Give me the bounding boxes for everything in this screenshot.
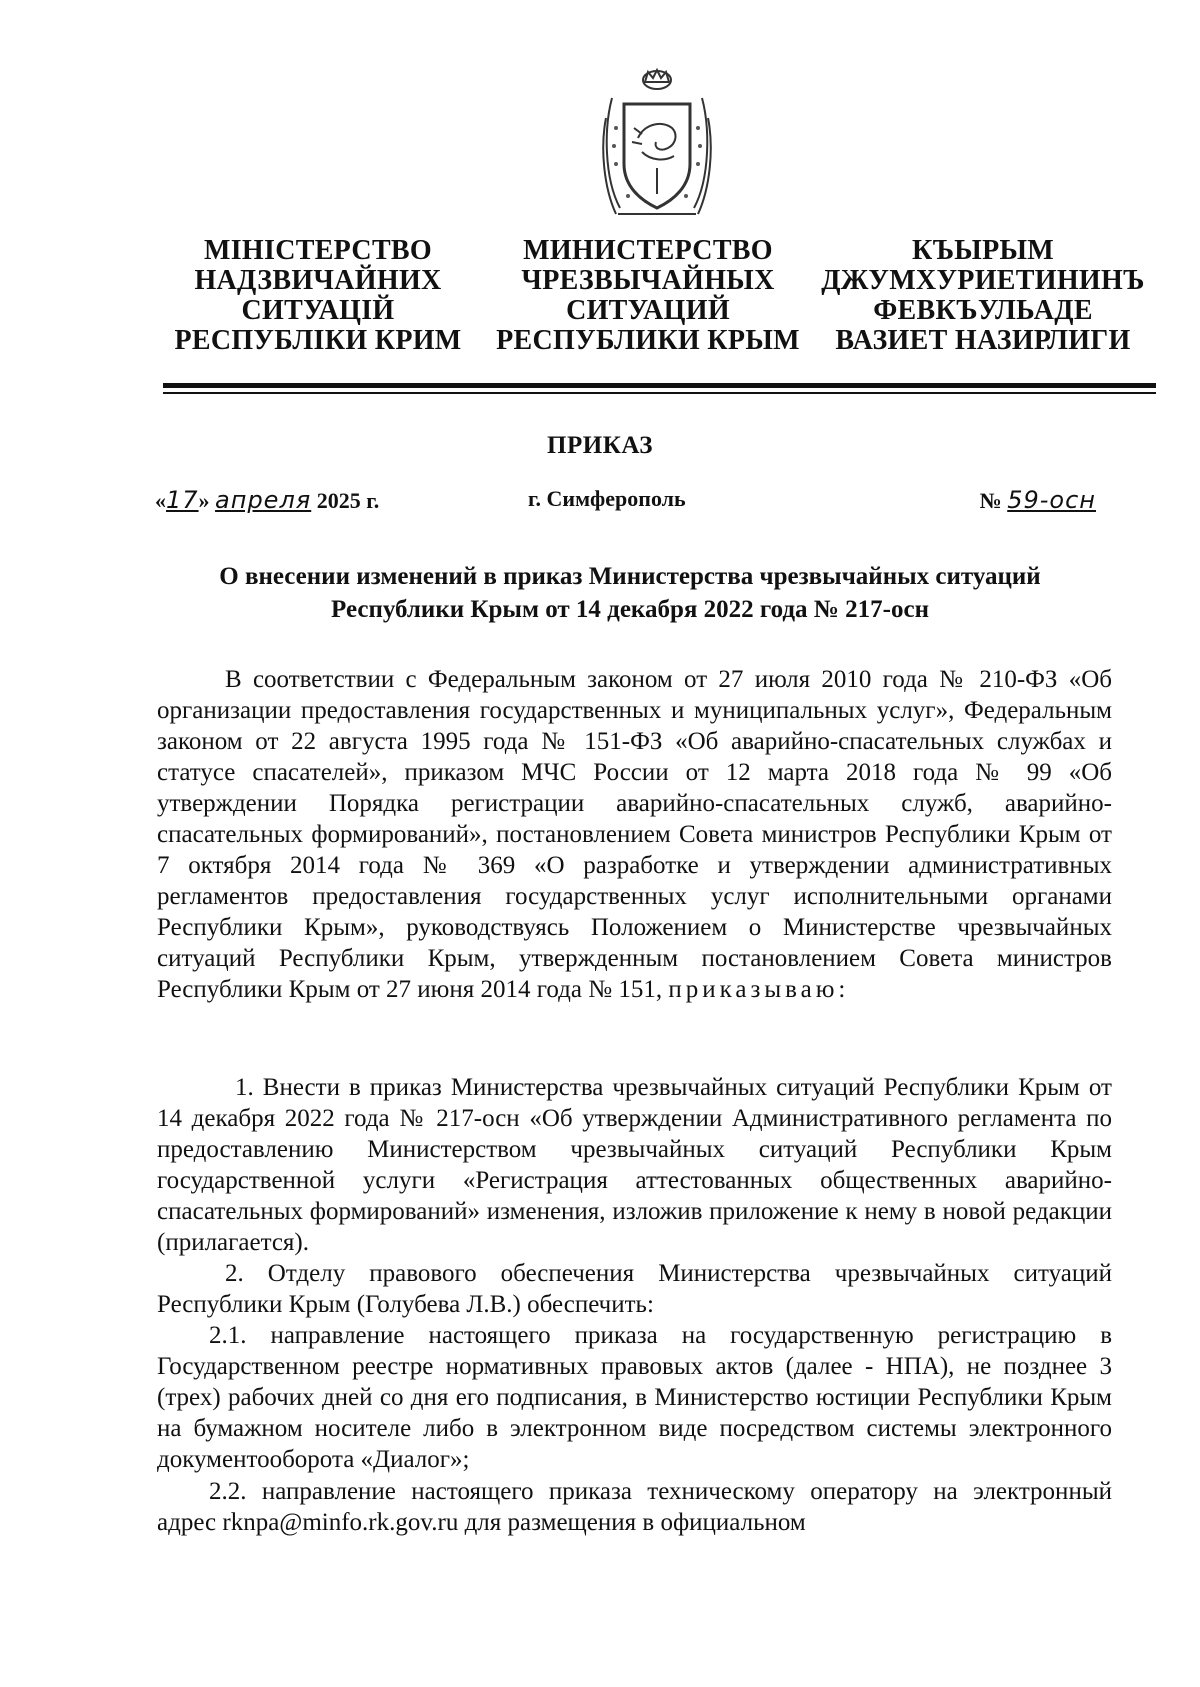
header-russian-line: РЕСПУБЛИКИ КРЫМ [496, 325, 800, 356]
order-subject [150, 560, 1110, 626]
header-crimean-tatar [818, 236, 1148, 356]
header-crimean-tatar-line: КЪЫРЫМ [911, 235, 1055, 266]
header-ukrainian-line: НАДЗВИЧАЙНИХ [194, 265, 442, 296]
order-city: г. Симферополь [528, 486, 686, 511]
crimea-coat-of-arms-icon [598, 68, 716, 220]
header-russian-line: СИТУАЦИЙ [566, 295, 730, 326]
item-1-paragraph: 1. Внести в приказ Министерства чрезвычайных ситуаций Республики Крым от 14 декабря 2022 года № 217-осн «Об утверждении Административного регламента по предоставлению Министерством чрезвычайных ситуаций Республики Крым государственной услуги «Регистрация аттестованных общественных аварийно-спасательных формирований» изменения, изложив приложение к нему в новой редакции (прилагается). [157, 1074, 1112, 1256]
date-quote-close: » [198, 488, 210, 513]
preamble-text: В соответствии с Федеральным законом от 27 июля 2010 года № 210-ФЗ «Об организации предоставления государственных и муниципальных услуг», Федеральным законом от 22 августа 1995 года № 151-ФЗ «Об аварийно-спасательных службах и статусе спасателей», приказом МЧС России от 12 марта 2018 года № 99 «Об утверждении Порядка регистрации аварийно-спасательных служб, аварийно-спасательных формирований», постановлением Совета министров Республики Крым от 7 октября 2014 года № 369 «О разработке и утверждении административных регламентов предоставления государственных услуг исполнительными органами Республики Крым», руководствуясь Положением о Министерстве чрезвычайных ситуаций Республики Крым, утвержденным постановлением Совета министров Республики Крым от 27 июня 2014 года № 151, [157, 666, 1112, 1003]
document-title: ПРИКАЗ [547, 432, 653, 459]
item-2-paragraph: 2. Отделу правового обеспечения Министерства чрезвычайных ситуаций Республики Крым (Голубева Л.В.) обеспечить: [157, 1260, 1112, 1318]
date-day-handwritten: 17 [166, 486, 199, 514]
header-crimean-tatar-line: ДЖУМХУРИЕТИНИНЪ [821, 265, 1145, 296]
header-ukrainian-line: РЕСПУБЛІКИ КРИМ [174, 325, 462, 356]
header-russian [488, 236, 808, 356]
preamble-paragraph [157, 664, 1112, 1005]
header-ukrainian [168, 236, 468, 356]
order-word: приказываю: [668, 976, 850, 1003]
item-2-1-paragraph: 2.1. направление настоящего приказа на государственную регистрацию в Государственном реестре нормативных правовых актов (далее - НПА), не позднее 3 (трех) рабочих дней со дня его подписания, в Министерство юстиции Республики Крым на бумажном носителе либо в электронном виде посредством системы электронного документооборота «Диалог»; [157, 1322, 1112, 1473]
header-divider-thin [163, 392, 1156, 394]
order-subject-line: Республики Крым от 14 декабря 2022 года № 217-осн [331, 596, 929, 623]
header-ukrainian-line: МІНІСТЕРСТВО [204, 235, 432, 266]
header-crimean-tatar-line: ФЕВКЪУЛЬАДЕ [873, 295, 1093, 326]
order-number-prefix: № [979, 488, 1002, 513]
order-number-handwritten: 59-осн [1007, 486, 1096, 514]
header-russian-line: ЧРЕЗВЫЧАЙНЫХ [521, 265, 775, 296]
order-number [980, 486, 1096, 514]
date-year: 2025 г. [316, 488, 380, 513]
date-quote-open: « [155, 488, 166, 513]
header-crimean-tatar-line: ВАЗИЕТ НАЗИРЛИГИ [835, 325, 1131, 356]
order-subject-line: О внесении изменений в приказ Министерства чрезвычайных ситуаций [219, 563, 1041, 590]
order-date [155, 486, 379, 514]
header-ukrainian-line: СИТУАЦІЙ [241, 295, 395, 326]
header-russian-line: МИНИСТЕРСТВО [523, 235, 773, 266]
date-month-handwritten: апреля [215, 486, 312, 514]
header-divider-thick [163, 383, 1156, 388]
item-2-2-paragraph: 2.2. направление настоящего приказа техническому оператору на электронный адрес rknpa@minfo.rk.gov.ru для размещения в официальном [157, 1478, 1112, 1536]
